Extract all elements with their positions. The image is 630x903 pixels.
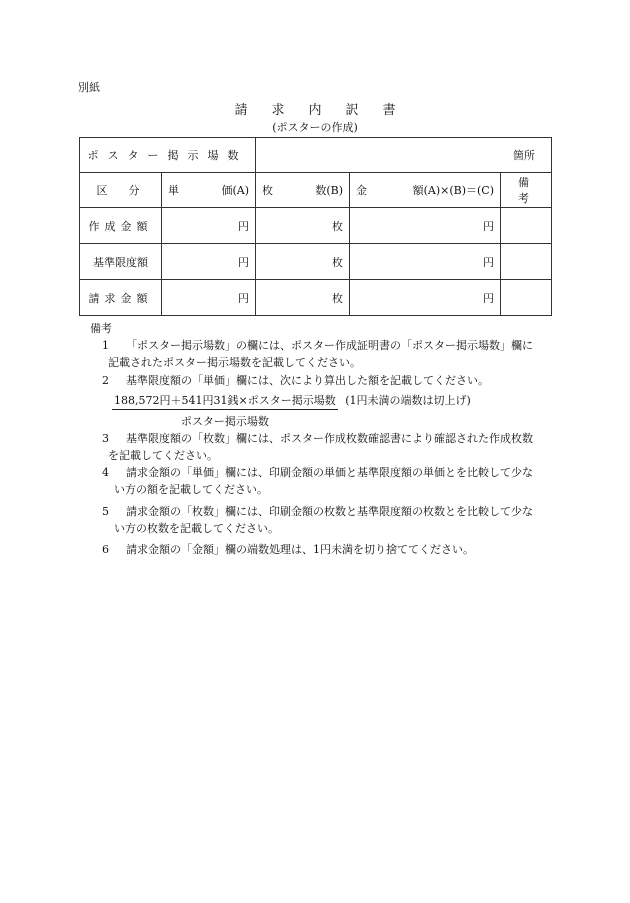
note-item: 3 基準限度額の「枚数」欄には、ポスター作成枚数確認書により確認された作成枚数 を記載してください。 <box>102 432 533 462</box>
header-row <box>80 173 552 208</box>
notes-heading: 備考 <box>90 322 112 335</box>
amount-cell: 円 <box>350 244 501 280</box>
unit-price-cell: 円 <box>162 244 256 280</box>
document-subtitle: (ポスターの作成) <box>272 121 358 134</box>
table-row <box>80 208 552 244</box>
unit-price-cell: 円 <box>162 280 256 316</box>
invoice-breakdown-table <box>79 137 552 316</box>
unit-price-cell: 円 <box>162 208 256 244</box>
note-item: 5 請求金額の「枚数」欄には、印刷金額の枚数と基準限度額の枚数とを比較して少な い方の枚数を記載してください。 <box>102 505 533 535</box>
formula-rounding-note: (1円未満の端数は切上げ) <box>345 394 471 407</box>
table-row <box>80 244 552 280</box>
note-item: 2 基準限度額の「単価」欄には、次により算出した額を記載してください。 <box>102 374 489 387</box>
count-cell: 枚 <box>256 208 350 244</box>
header-count: 枚 数(B) <box>256 173 350 208</box>
poster-count-row <box>80 138 552 173</box>
poster-count-unit: 箇所 <box>256 138 552 173</box>
header-category: 区 分 <box>80 173 162 208</box>
table-row <box>80 280 552 316</box>
note-item: 1 「ポスター掲示場数」の欄には、ポスター作成証明書の「ポスター掲示場数」欄に 記載されたポスター掲示場数を記載してください。 <box>102 339 533 369</box>
header-amount: 金 額(A)×(B)＝(C) <box>350 173 501 208</box>
note-item: 4 請求金額の「単価」欄には、印刷金額の単価と基準限度額の単価とを比較して少な い方の額を記載してください。 <box>102 466 533 496</box>
poster-count-label: ポスター掲示場数 <box>80 138 256 173</box>
count-cell: 枚 <box>256 244 350 280</box>
remarks-cell <box>501 244 552 280</box>
amount-cell: 円 <box>350 208 501 244</box>
remarks-cell <box>501 208 552 244</box>
formula-numerator: 188,572円＋541円31銭×ポスター掲示場数 <box>112 392 338 410</box>
attachment-label: 別紙 <box>78 81 100 94</box>
amount-cell: 円 <box>350 280 501 316</box>
formula-denominator: ポスター掲示場数 <box>180 415 269 428</box>
row-label: 基準限度額 <box>80 244 162 280</box>
header-remarks: 備 考 <box>501 173 552 208</box>
formula-fraction <box>112 392 338 429</box>
row-label: 請求金額 <box>80 280 162 316</box>
remarks-cell <box>501 280 552 316</box>
count-cell: 枚 <box>256 280 350 316</box>
row-label: 作成金額 <box>80 208 162 244</box>
note-item: 6 請求金額の「金額」欄の端数処理は、1円未満を切り捨ててください。 <box>102 543 474 556</box>
header-unit-price: 単 価(A) <box>162 173 256 208</box>
document-title: 請求内訳書 <box>234 103 420 118</box>
unit-price-formula <box>112 392 471 429</box>
